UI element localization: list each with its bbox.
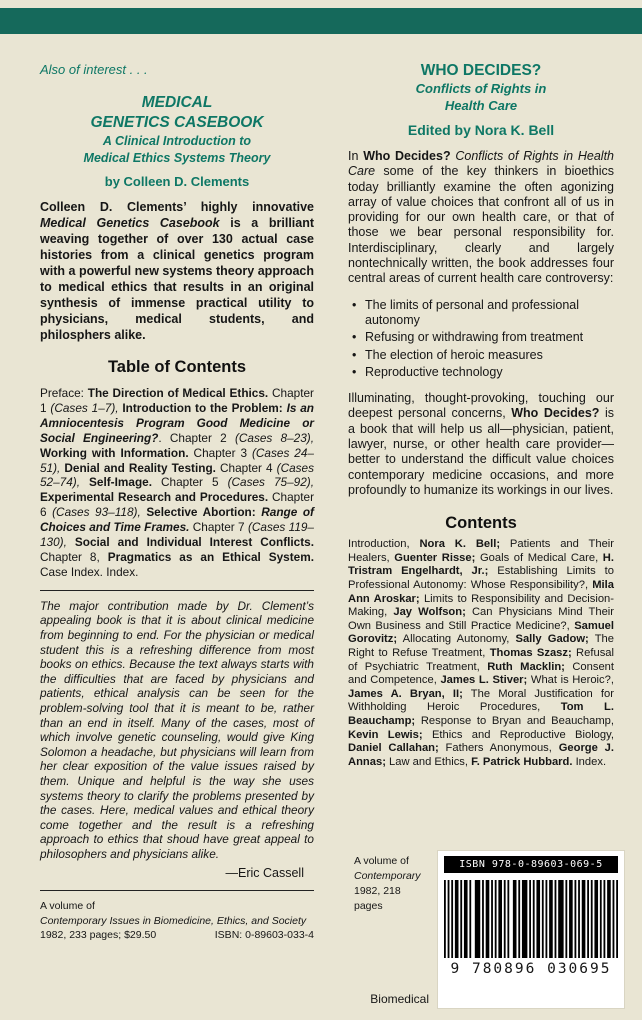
barcode-isbn-header: ISBN 978-0-89603-069-5 bbox=[444, 856, 618, 873]
right-intro-paragraph: In Who Decides? Conflicts of Rights in Health Care some of the key thinkers in bioethics today brilliantly examine the often agonizing array of value choices that confront all of us in providing for our own health care, or that of those we bear personal responsibility for. Interdisciplinary, clearly and largely nontechnically written, the book addresses four central areas of current health care controversy: bbox=[348, 149, 614, 286]
review-quote: The major contribution made by Dr. Clement’s appealing book is that it is about clinical medicine from beginning to end. For the physician or medical student this is a refreshing difference from most books on ethics. Because the text always starts with the difficulties that are faced by physicians and patients, ethical analysis can be seen for the problem-solving tool that it is meant to be, rather than an end in itself. Many of the cases, most of which involve genetic counseling, would give King Solomon a headache, but physicians will learn from her clear exposition of the value issues raised by them. Unique and helpful is the way she uses systems theory to clarify the problems presented by the cases. Here, medical values and ethical theory come together and the result is a refreshing approach to ethics that shoud have great appeal to philosophers and physicians alike. bbox=[40, 598, 314, 861]
right-column bbox=[348, 62, 614, 769]
left-pub-line bbox=[40, 928, 314, 943]
publisher-imprint-label: Biomedical bbox=[370, 992, 429, 1006]
left-publication-info bbox=[40, 899, 314, 943]
bullet-item: • The election of heroic measures bbox=[350, 348, 614, 363]
left-book-subtitle-line2: Medical Ethics Systems Theory bbox=[83, 151, 271, 165]
left-pub-details: 1982, 233 pages; $29.50 bbox=[40, 929, 157, 942]
bullet-item: • Refusing or withdrawing from treatment bbox=[350, 330, 614, 345]
barcode-number: 9 780896 030695 bbox=[450, 961, 612, 977]
right-volume-info bbox=[354, 854, 432, 914]
left-book-title-block bbox=[40, 93, 314, 189]
divider-bottom bbox=[40, 890, 314, 891]
right-book-byline: Edited by Nora K. Bell bbox=[407, 122, 555, 138]
left-book-byline: by Colleen D. Clements bbox=[104, 174, 250, 189]
right-book-title-block bbox=[348, 62, 614, 138]
table-of-contents-paragraph: Preface: The Direction of Medical Ethics. Chapter 1 (Cases 1–7), Introduction to the Problem: Is an Amniocentesis Program Good Medicine or Social Engineering?. Chapter 2 (Cases 8–23), Working with Information. Chapter 3 (Cases 24–51), Denial and Reality Testing. Chapter 4 (Cases 52–74), Self-Image. Chapter 5 (Cases 75–92), Experimental Research and Procedures. Chapter 6 (Cases 93–118), Selective Abortion: Range of Choices and Time Frames. Chapter 7 (Cases 119–130), Social and Individual Interest Conflicts. Chapter 8, Pragmatics as an Ethical System. Case Index. Index. bbox=[40, 386, 315, 579]
right-bottom-area bbox=[352, 851, 624, 1008]
left-isbn: ISBN: 0-89603-033-4 bbox=[214, 929, 314, 942]
left-column bbox=[40, 62, 314, 943]
controversy-bullet-list bbox=[350, 298, 614, 380]
left-book-title-line2: GENETICS CASEBOOK bbox=[90, 114, 264, 131]
bullet-item: • The limits of personal and professional autonomy bbox=[350, 298, 614, 329]
table-of-contents-heading: Table of Contents bbox=[107, 358, 247, 376]
left-book-subtitle-line1: A Clinical Introduction to bbox=[102, 134, 252, 148]
right-volume-label: A volume of bbox=[354, 855, 409, 867]
barcode-bars-icon bbox=[444, 880, 618, 958]
right-book-subtitle-line1: Conflicts of Rights in bbox=[415, 81, 547, 96]
left-book-title-line1: MEDICAL bbox=[141, 94, 213, 111]
bullet-item: • Reproductive technology bbox=[350, 365, 614, 380]
contents-paragraph: Introduction, Nora K. Bell; Patients and Their Healers, Guenter Risse; Goals of Medical Care, H. Tristram Engelhardt, Jr.; Establishing Limits to Professional Autonomy: Whose Responsibility?, Mila Ann Aroskar; Limits to Responsibility and Decision-Making, Jay Wolfson; Can Physicians Mind Their Own Business and Still Practice Medicine?, Samuel Gorovitz; Allocating Autonomy, Sally Gadow; The Right to Refuse Treatment, Thomas Szasz; Refusal of Psychiatric Treatment, Ruth Macklin; Consent and Competence, James L. Stiver; What is Heroic?, James A. Bryan, II; The Moral Justification for Withholding Heroic Procedures, Tom L. Beauchamp; Response to Bryan and Beauchamp, Kevin Lewis; Ethics and Reproductive Biology, Daniel Callahan; Fathers Anonymous, George J. Annas; Law and Ethics, F. Patrick Hubbard. Index. bbox=[348, 538, 615, 768]
isbn-barcode bbox=[438, 851, 624, 1008]
right-book-subtitle-line2: Health Care bbox=[444, 98, 518, 113]
right-pub-details: 1982, 218 pages bbox=[354, 885, 401, 912]
right-publication-info bbox=[352, 851, 438, 1008]
right-book-title: WHO DECIDES? bbox=[420, 62, 542, 79]
quote-attribution: —Eric Cassell bbox=[225, 866, 304, 881]
divider-top bbox=[40, 590, 314, 591]
contents-heading: Contents bbox=[445, 514, 517, 533]
top-color-bar bbox=[0, 8, 642, 34]
left-intro-paragraph: Colleen D. Clements’ highly innovative Medical Genetics Casebook is a brilliant weaving together of over 130 actual case histories from a clinical genetics program with a powerful new systems theory approach to medical ethics that results in an original synthesis of immense practical utility to physicians, medical students, and philosphers alike. bbox=[40, 200, 315, 342]
left-volume-label: A volume of bbox=[40, 900, 95, 913]
also-of-interest-label: Also of interest . . . bbox=[40, 62, 148, 77]
right-closing-paragraph: Illuminating, thought-provoking, touching our deepest personal concerns, Who Decides? is a book that will help us all—physician, patient, lawyer, nurse, or other health care provider—better to understand the difficult value choices contemporary medicine occasions, and more profoundly to humanize its workings in our lives. bbox=[348, 391, 615, 497]
right-series-title: Contemporary bbox=[354, 870, 421, 882]
series-title: Contemporary Issues in Biomedicine, Ethics, and Society bbox=[40, 914, 307, 927]
